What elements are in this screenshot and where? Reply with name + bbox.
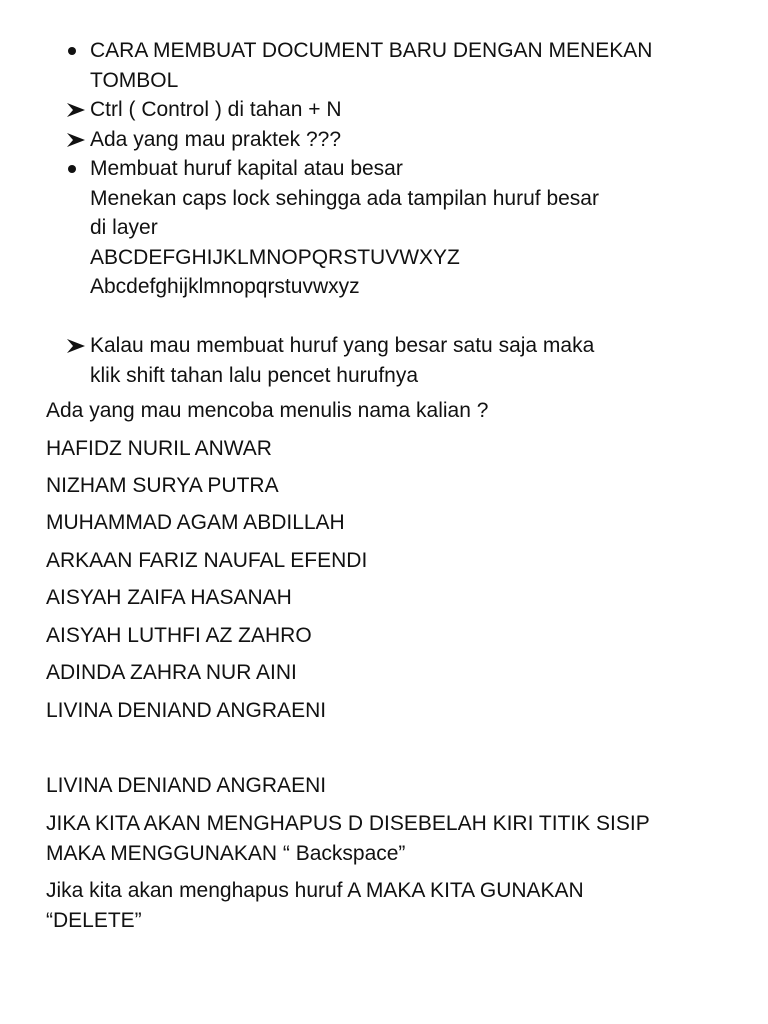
name-line: ARKAAN FARIZ NAUFAL EFENDI: [46, 549, 368, 572]
list-item-line: Menekan caps lock sehingga ada tampilan huruf besar: [90, 186, 599, 210]
delete-note: [46, 876, 746, 935]
list-item-line: TOMBOL: [90, 68, 179, 92]
list-item: [65, 331, 745, 390]
list-item-line: Membuat huruf kapital atau besar: [90, 157, 403, 180]
list-item-line: ABCDEFGHIJKLMNOPQRSTUVWXYZ: [90, 245, 460, 269]
note-line: Jika kita akan menghapus huruf A MAKA KITA GUNAKAN: [46, 879, 584, 902]
name-line: MUHAMMAD AGAM ABDILLAH: [46, 511, 345, 534]
repeat-name-line: LIVINA DENIAND ANGRAENI: [46, 774, 327, 797]
name-line: AISYAH LUTHFI AZ ZAHRO: [46, 624, 312, 647]
list-item: [65, 125, 745, 155]
list-item-line: Ctrl ( Control ) di tahan + N: [90, 98, 342, 121]
list-item-line: Abcdefghijklmnopqrstuvwxyz: [90, 275, 360, 298]
instruction-list: [65, 36, 745, 390]
note-line: JIKA KITA AKAN MENGHAPUS D DISEBELAH KIRI TITIK SISIP: [46, 812, 650, 835]
note-line: MAKA MENGGUNAKAN “ Backspace”: [46, 841, 406, 865]
list-item-line: klik shift tahan lalu pencet hurufnya: [90, 363, 419, 387]
name-line: NIZHAM SURYA PUTRA: [46, 474, 279, 497]
backspace-note: [46, 809, 746, 868]
list-item: [65, 36, 745, 95]
name-line: LIVINA DENIAND ANGRAENI: [46, 699, 327, 722]
list-item-line: di layer: [90, 216, 158, 239]
name-line: AISYAH ZAIFA HASANAH: [46, 586, 292, 609]
list-item: [65, 154, 745, 302]
name-line: HAFIDZ NURIL ANWAR: [46, 437, 272, 460]
list-item-line: CARA MEMBUAT DOCUMENT BARU DENGAN MENEKAN: [90, 39, 653, 62]
list-item: [65, 95, 745, 125]
name-line: ADINDA ZAHRA NUR AINI: [46, 661, 297, 684]
note-line: “DELETE”: [46, 908, 142, 932]
list-item-line: Kalau mau membuat huruf yang besar satu saja maka: [90, 334, 595, 357]
question-text: Ada yang mau mencoba menulis nama kalian ?: [46, 399, 489, 422]
list-item-line: Ada yang mau praktek ???: [90, 127, 341, 151]
